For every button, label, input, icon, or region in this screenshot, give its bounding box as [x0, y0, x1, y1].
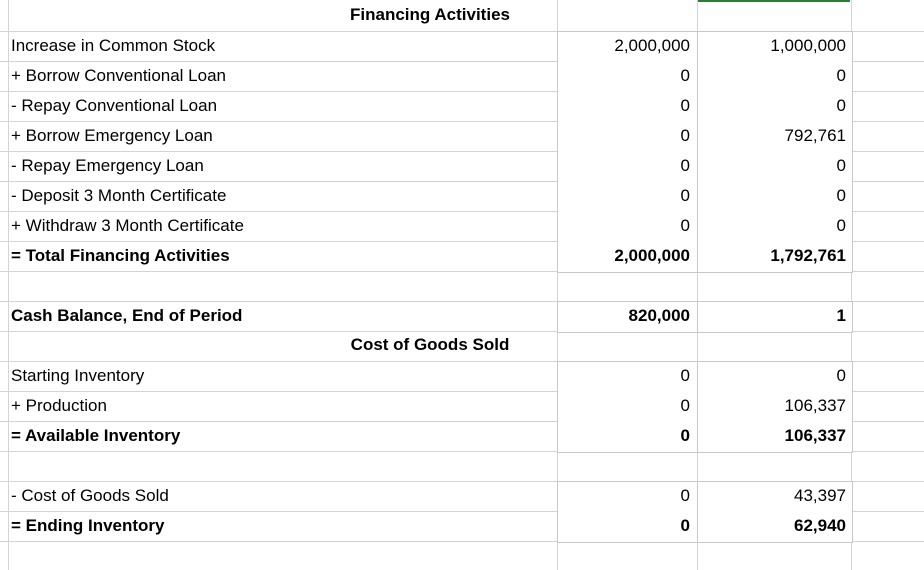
section-header-financing[interactable]: Financing Activities: [350, 5, 510, 24]
cash-balance-label[interactable]: Cash Balance, End of Period: [11, 306, 243, 325]
row-label[interactable]: + Borrow Emergency Loan: [11, 126, 213, 145]
ending-inventory-value-2[interactable]: 62,940: [794, 516, 846, 535]
row-value-2[interactable]: 0: [836, 66, 846, 85]
row-value-2[interactable]: 0: [836, 186, 846, 205]
row-label[interactable]: - Repay Emergency Loan: [11, 156, 204, 175]
cost-of-goods-sold-value-1[interactable]: 0: [680, 486, 690, 505]
row-value-2[interactable]: 792,761: [784, 126, 846, 145]
row-value-2[interactable]: 0: [836, 156, 846, 175]
available-inventory-value-2[interactable]: 106,337: [784, 426, 846, 445]
row-value-2[interactable]: 0: [836, 366, 846, 385]
total-financing-value-1[interactable]: 2,000,000: [614, 246, 690, 265]
row-value-1[interactable]: 2,000,000: [614, 36, 690, 55]
available-inventory-value-1[interactable]: 0: [680, 426, 690, 445]
row-label[interactable]: Increase in Common Stock: [11, 36, 216, 55]
cost-of-goods-sold-label[interactable]: - Cost of Goods Sold: [11, 486, 169, 505]
row-value-1[interactable]: 0: [680, 186, 690, 205]
cash-balance-value-2[interactable]: 1: [836, 306, 846, 325]
row-value-1[interactable]: 0: [680, 216, 690, 235]
row-value-1[interactable]: 0: [680, 396, 690, 415]
cash-balance-value-1[interactable]: 820,000: [628, 306, 690, 325]
row-label[interactable]: + Withdraw 3 Month Certificate: [11, 216, 244, 235]
row-value-1[interactable]: 0: [680, 126, 690, 145]
row-value-2[interactable]: 106,337: [784, 396, 846, 415]
available-inventory-label[interactable]: = Available Inventory: [11, 426, 181, 445]
ending-inventory-value-1[interactable]: 0: [680, 516, 690, 535]
row-value-2[interactable]: 0: [836, 216, 846, 235]
row-value-1[interactable]: 0: [680, 366, 690, 385]
row-value-1[interactable]: 0: [680, 96, 690, 115]
row-value-1[interactable]: 0: [680, 66, 690, 85]
row-label[interactable]: + Production: [11, 396, 107, 415]
row-value-1[interactable]: 0: [680, 156, 690, 175]
row-value-2[interactable]: 1,000,000: [770, 36, 846, 55]
section-header-cogs[interactable]: Cost of Goods Sold: [350, 335, 510, 354]
row-value-2[interactable]: 0: [836, 96, 846, 115]
row-label[interactable]: Starting Inventory: [11, 366, 145, 385]
row-label[interactable]: - Deposit 3 Month Certificate: [11, 186, 227, 205]
gridline: [8, 0, 9, 570]
total-financing-value-2[interactable]: 1,792,761: [770, 246, 846, 265]
cost-of-goods-sold-value-2[interactable]: 43,397: [794, 486, 846, 505]
row-label[interactable]: - Repay Conventional Loan: [11, 96, 218, 115]
ending-inventory-label[interactable]: = Ending Inventory: [11, 516, 165, 535]
row-label[interactable]: + Borrow Conventional Loan: [11, 66, 226, 85]
total-financing-label[interactable]: = Total Financing Activities: [11, 246, 230, 265]
